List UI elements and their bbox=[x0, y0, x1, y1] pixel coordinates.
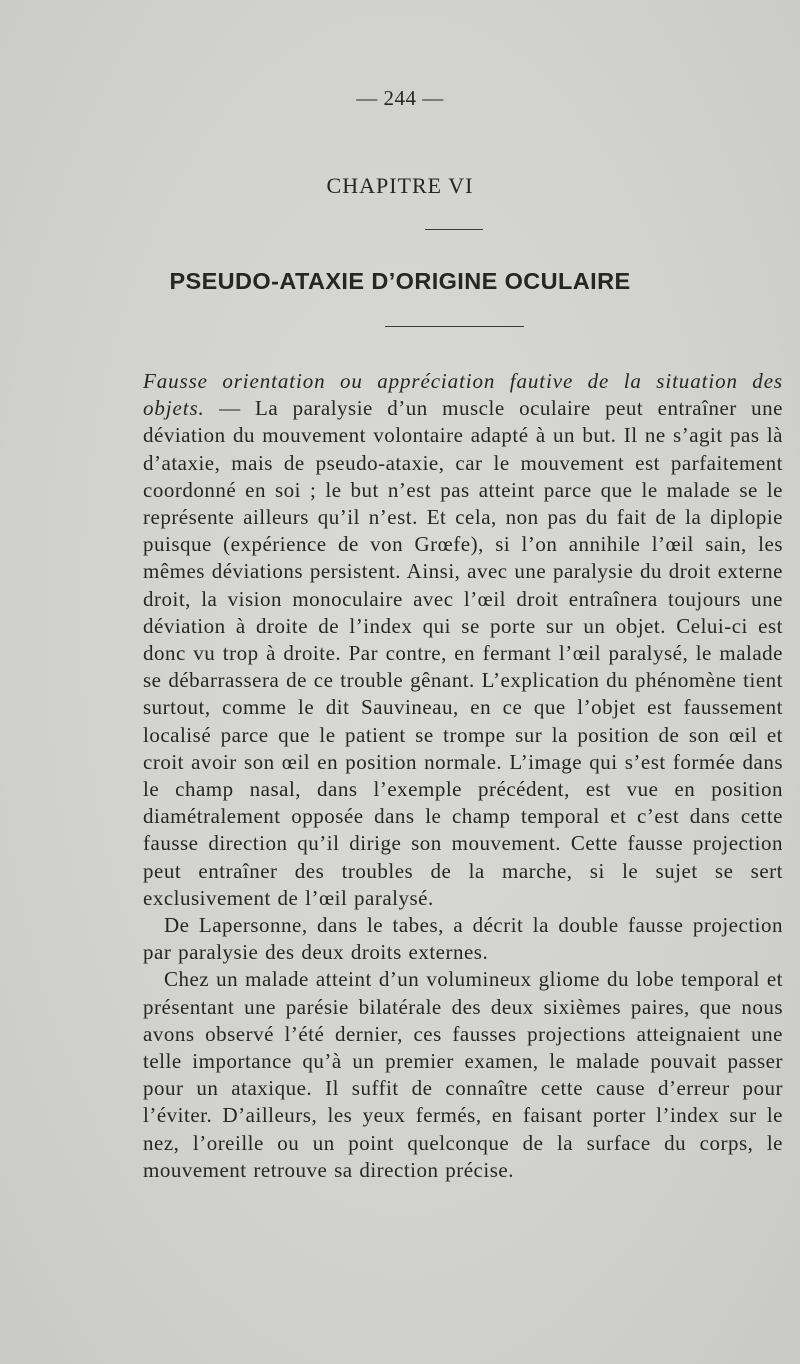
paragraph-1-text: — La paralysie d’un muscle oculaire peut entraîner une déviation du mouvement volontaire adapté à un but. Il ne s’agit pas là d’ataxie, mais de pseudo-ataxie, car le mouvement est parfaitement coordonné en soi ; le but n’est pas atteint parce que le malade se le représente ailleurs qu’il n’est. Et cela, non pas du fait de la diplopie puisque (expérience de von Grœfe), si l’on annihile l’œil sain, les mêmes déviations persistent. Ainsi, avec une paralysie du droit externe droit, la vision monoculaire avec l’œil droit entraînera toujours une déviation à droite de l’index qui se porte sur un objet. Celui-ci est donc vu trop à droite. Par contre, en fermant l’œil paralysé, le malade se débarrassera de ce trouble gênant. L’explication du phénomène tient surtout, comme le dit Sauvineau, en ce que l’objet est faussement localisé parce que le patient se trompe sur la position de son œil et croit avoir son œil en position normale. L’image qui s’est formée dans le champ nasal, dans l’exemple précédent, est vue en position diamétralement opposée dans le champ temporal et c’est dans cette fausse direction qu’il dirige son mouvement. Cette fausse projection peut entraîner des troubles de la marche, si le sujet se sert exclusivement de l’œil paralysé. bbox=[143, 396, 783, 910]
chapter-label: CHAPITRE VI bbox=[326, 173, 474, 198]
chapter-title: PSEUDO-ATAXIE D’ORIGINE OCULAIRE bbox=[169, 268, 631, 294]
paragraph-2: De Lapersonne, dans le tabes, a décrit la double fausse projection par paralysie des deux droits externes. bbox=[143, 913, 783, 965]
page-number: — 244 — bbox=[356, 86, 444, 110]
short-divider bbox=[425, 229, 483, 230]
long-divider bbox=[385, 326, 524, 327]
paragraph-1 bbox=[143, 368, 783, 912]
section-lead-heading: Fausse orientation ou appréciation fautive de la situation des objets. bbox=[143, 369, 783, 421]
paragraph-3: Chez un malade atteint d’un volumineux gliome du lobe temporal et présentant une parésie bilatérale des deux sixièmes paires, que nous avons observé l’été dernier, ces fausses projections atteignaient une telle importance qu’à un premier examen, le malade pouvait passer pour un ataxique. Il suffit de connaître cette cause d’erreur pour l’éviter. D’ailleurs, les yeux fermés, en faisant porter l’index sur le nez, l’oreille ou un point quelconque de la surface du corps, le mouvement retrouve sa direction précise. bbox=[143, 967, 783, 1182]
body-text bbox=[143, 368, 783, 1184]
